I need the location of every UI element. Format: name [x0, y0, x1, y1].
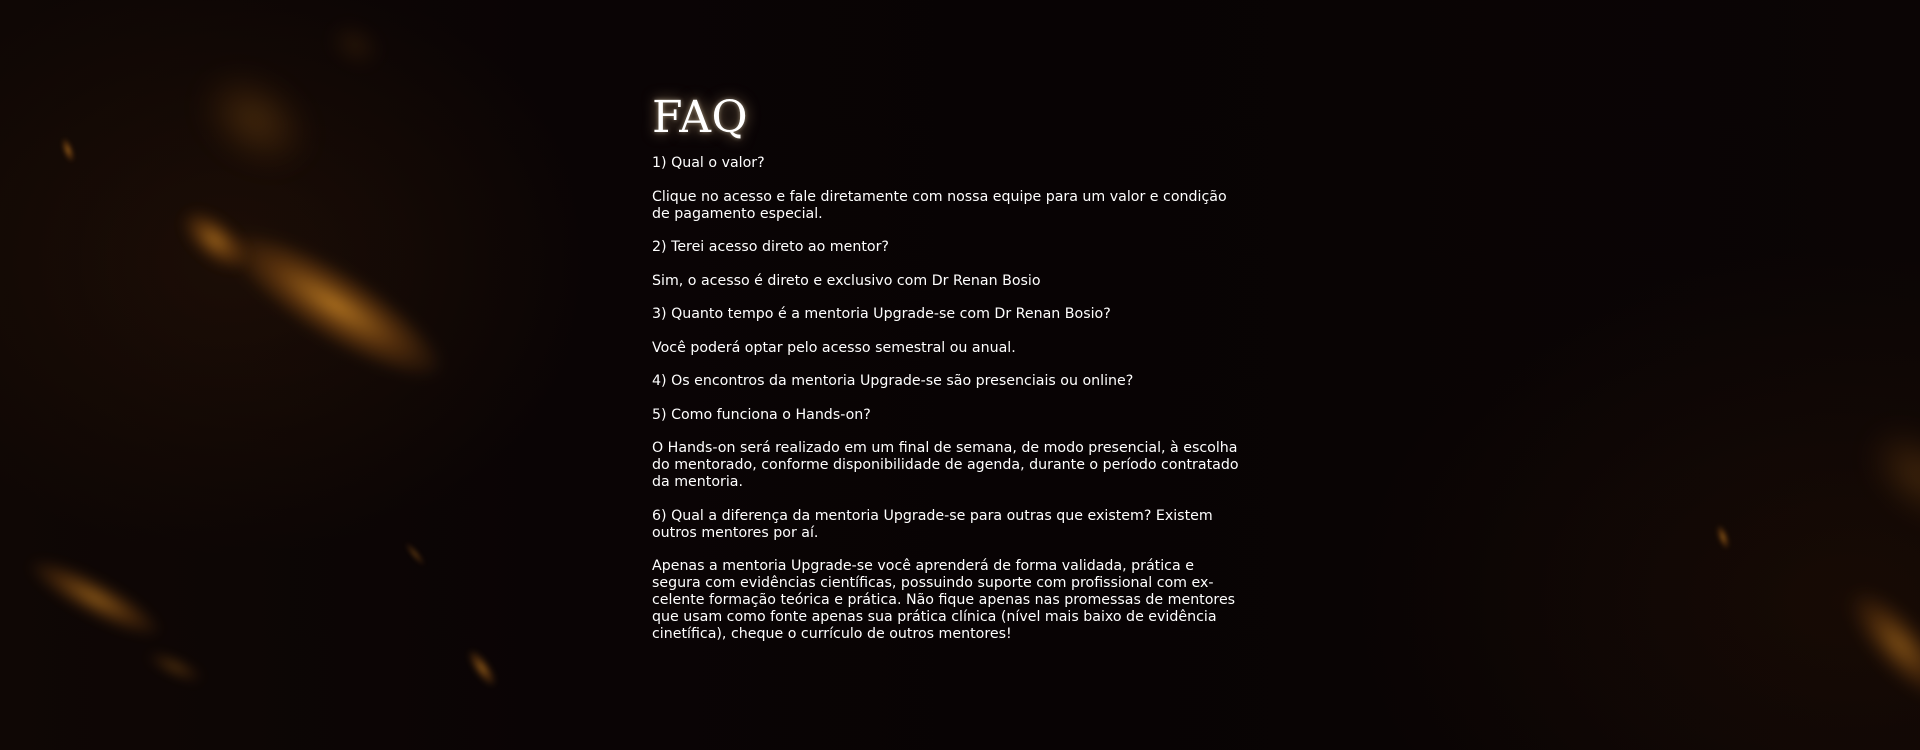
- light-streak-decoration: [402, 540, 427, 568]
- faq-question: 2) Terei acesso direto ao mentor?: [652, 239, 889, 255]
- light-streak-decoration: [1714, 523, 1732, 551]
- faq-question: 5) Como funciona o Hands-on?: [652, 406, 871, 423]
- faq-answer: Você poderá optar pelo acesso semestral ou anual.: [652, 339, 1016, 356]
- faq-item-6: [652, 508, 1272, 644]
- faq-item-1: [652, 155, 1272, 223]
- faq-item-5: [652, 407, 1272, 492]
- faq-answer: Sim, o acesso é direto e exclusivo com Dr Renan Bosio: [652, 272, 1041, 289]
- faq-answer: O Hands-on será realizado em um final de semana, de modo presencial, à escolha do mentorado, conforme disponibilidade de agenda, durante o período contratado da mentoria.: [652, 440, 1239, 490]
- faq-answer: Clique no acesso e fale diretamente com nossa equipe para um valor e condição de pagamento especial.: [652, 188, 1227, 222]
- light-streak-decoration: [1835, 576, 1920, 713]
- faq-item-3: [652, 306, 1272, 357]
- faq-question: 6) Qual a diferença da mentoria Upgrade-se para outras que existem? Existem outros mentores por aí.: [652, 507, 1213, 541]
- light-streak-decoration: [183, 53, 327, 187]
- faq-item-4: [652, 373, 1272, 390]
- light-streak-decoration: [326, 20, 384, 71]
- light-streak-decoration: [210, 209, 459, 401]
- faq-question: 3) Quanto tempo é a mentoria Upgrade-se com Dr Renan Bosio?: [652, 306, 1111, 322]
- faq-answer: Apenas a mentoria Upgrade-se você aprenderá de forma validada, prática e segura com evidências científicas, possuindo suporte com profissional com ex- celente formação teórica e prática. Não fique apenas nas promessas de mentores que usam como fonte apenas sua prática clínica (nível mais baixo de evidência cinetífica), cheque o currículo de outros mentores!: [652, 558, 1236, 642]
- faq-question: 4) Os encontros da mentoria Upgrade-se são presenciais ou online?: [652, 373, 1134, 389]
- faq-title: FAQ: [652, 92, 749, 143]
- light-streak-decoration: [59, 136, 77, 164]
- light-streak-decoration: [20, 547, 169, 649]
- faq-section: [652, 92, 1272, 660]
- light-streak-decoration: [1852, 410, 1920, 541]
- faq-item-2: [652, 239, 1272, 290]
- light-streak-decoration: [145, 648, 205, 686]
- light-streak-decoration: [172, 199, 259, 281]
- faq-list: [652, 155, 1272, 643]
- light-streak-decoration: [463, 645, 501, 690]
- faq-question: 1) Qual o valor?: [652, 155, 765, 171]
